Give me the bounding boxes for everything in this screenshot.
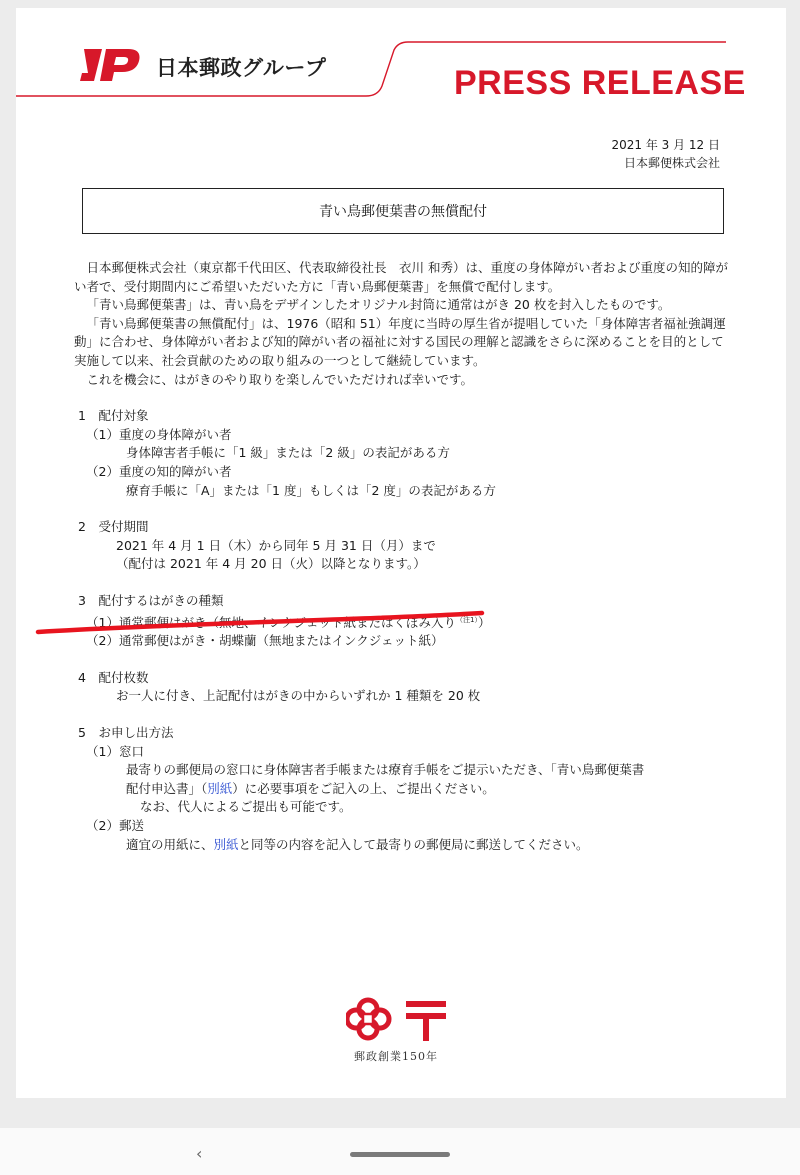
attachment-link[interactable]: 別紙 — [207, 780, 233, 796]
footnote-ref: （注1） — [455, 615, 478, 624]
list-item-detail — [74, 780, 734, 799]
document-title-text: 青い鳥郵便葉書の無償配付 — [319, 204, 487, 220]
attachment-link[interactable]: 別紙 — [213, 836, 239, 852]
back-chevron-icon[interactable]: ‹ — [196, 1144, 203, 1163]
section-title: 4 配付枚数 — [78, 669, 149, 685]
release-date: 2021 年 3 月 12 日 — [611, 138, 720, 152]
company-name: 日本郵便株式会社 — [623, 156, 720, 170]
list-item-detail: 身体障害者手帳に「1 級」または「2 級」の表記がある方 — [126, 445, 450, 461]
list-item: （2）通常郵便はがき・胡蝶蘭（無地またはインクジェット紙） — [86, 633, 444, 649]
group-name: 日本郵政グループ — [156, 56, 327, 80]
detail-text: 配付申込書」（ — [126, 780, 208, 796]
anniversary-text: 郵政創業150年 — [354, 1050, 438, 1063]
list-item-detail: 最寄りの郵便局の窓口に身体障害者手帳または療育手帳をご提示いただき、「青い鳥郵便葉書 — [126, 762, 645, 778]
list-item-detail: 療育手帳に「A」または「1 度」もしくは「2 度」の表記がある方 — [126, 482, 496, 498]
section-title: 3 配付するはがきの種類 — [78, 592, 224, 608]
list-item-text: ） — [477, 614, 491, 630]
period-line: 2021 年 4 月 1 日（木）から同年 5 月 31 日（月）まで — [116, 537, 436, 553]
press-release-heading: PRESS RELEASE — [454, 64, 746, 102]
list-item: （1）重度の身体障がい者 — [86, 426, 232, 442]
detail-text: ）に必要事項をご記入の上、ご提出ください。 — [232, 780, 495, 796]
detail-text: と同等の内容を記入して最寄りの郵便局に郵送してください。 — [238, 836, 589, 852]
period-note: （配付は 2021 年 4 月 20 日（火）以降となります。） — [116, 556, 426, 572]
intro-paragraph: 日本郵便株式会社（東京都千代田区、代表取締役社長 衣川 和秀）は、重度の身体障がい者および重度の知的障がい者で、受付期間内にご希望いただいた方に「青い鳥郵便葉書」を無償で配付します。 — [74, 260, 728, 294]
list-item: （1）窓口 — [86, 743, 144, 759]
section-application-method — [74, 724, 734, 854]
section-title: 2 受付期間 — [78, 519, 149, 535]
list-item-detail: なお、代人によるご提出も可能です。 — [140, 799, 352, 815]
jp-logo-icon — [78, 46, 148, 84]
list-item — [74, 611, 734, 633]
system-navigation-bar — [0, 1128, 800, 1175]
intro-paragraph: 「青い鳥郵便葉書の無償配付」は、1976（昭和 51）年度に当時の厚生省が提唱していた「身体障害者福祉強調運動」に合わせ、身体障がい者および知的障がい者の福祉に対する国民の理解と認識をさらに深めることを目的として実施して以来、社会貢献のための取り組みの一つとして継続しています。 — [74, 315, 726, 368]
list-item: （2）重度の知的障がい者 — [86, 463, 232, 479]
list-item-text: （1）通常郵便はがき（無地、インクジェット紙またはくぼみ入り — [86, 614, 456, 630]
intro-paragraph: 「青い鳥郵便葉書」は、青い鳥をデザインしたオリジナル封筒に通常はがき 20 枚を封入したものです。 — [86, 297, 671, 313]
section-distribution-target — [74, 407, 734, 500]
section-postcard-types — [74, 592, 734, 651]
section-title: 5 お申し出方法 — [78, 725, 174, 741]
detail-text: 適宜の用紙に、 — [126, 836, 214, 852]
quantity-line: お一人に付き、上記配付はがきの中からいずれか 1 種類を 20 枚 — [116, 688, 481, 704]
document-title — [82, 188, 724, 234]
list-item-detail — [74, 836, 734, 855]
document-body — [74, 259, 734, 854]
list-item: （2）郵送 — [86, 818, 144, 833]
home-gesture-pill[interactable] — [350, 1152, 450, 1157]
section-title: 1 配付対象 — [78, 408, 149, 424]
section-quantity — [74, 669, 734, 706]
section-reception-period — [74, 518, 734, 574]
document-page — [16, 8, 786, 1098]
intro-paragraph: これを機会に、はがきのやり取りを楽しんでいただければ幸いです。 — [86, 371, 474, 387]
